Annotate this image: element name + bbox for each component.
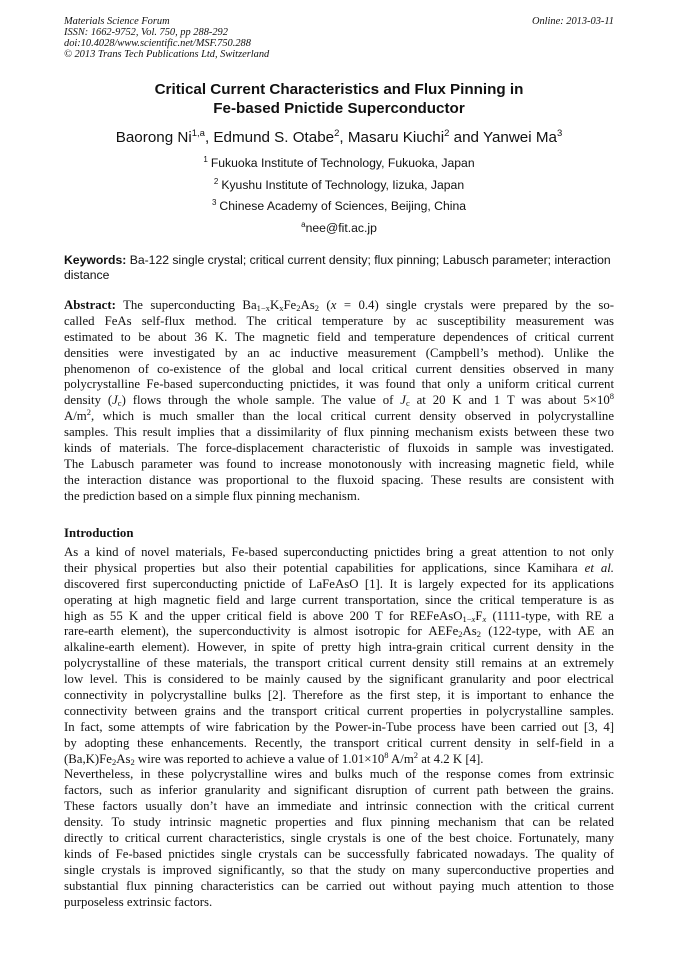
section-heading-introduction: Introduction	[64, 526, 134, 540]
paper-title	[0, 80, 678, 118]
affiliation-3	[0, 199, 678, 213]
author-name: Edmund S. Otabe	[213, 129, 335, 146]
contact-email	[0, 221, 678, 235]
intro-line: their physical properties but also their potential capabilities for applications, since Kamihara et al.	[64, 560, 614, 575]
author-name: Masaru Kiuchi	[347, 129, 445, 146]
intro-line: discovered first superconducting pnictide of LaFeAsO [1]. It is largely expected for its applications	[64, 576, 614, 591]
intro-line: connectivity between grains and the transport critical current properties in polycrystalline samples.	[64, 703, 614, 718]
affiliation-number: 3	[211, 198, 217, 207]
abstract-label: Abstract:	[64, 298, 116, 312]
intro-line: operating at high magnetic field and large current transportation, since the critical temperature is as	[64, 592, 614, 607]
author-affiliation-mark: 1,a	[191, 128, 205, 139]
intro-line: In fact, some attempts of wire fabrication by the Power-in-Tube process have been carried out [3, 4]	[64, 719, 614, 734]
abstract-line: estimated to be about 36 K. The magnetic field and temperature dependences of critical current	[64, 329, 614, 344]
abstract-line: Abstract: The superconducting $Ba_{1-x}K_xFe_2As_2$ (x = 0.4) single crystals were prepared by the so-	[64, 298, 615, 313]
author-list: Baorong Ni$^{1,a}$, Edmund S. Otabe$^2$, Masaru Kiuchi$^2$ and Yanwei Ma$^3$	[115, 128, 563, 146]
journal-header	[64, 16, 269, 60]
affiliation-1	[0, 156, 678, 170]
title-line-2: Fe-based Pnictide Superconductor	[213, 100, 465, 117]
abstract-line: phenomenon of co-existence of the global and local critical current densities observed in many	[64, 361, 614, 376]
affiliation-text: Kyushu Institute of Technology, Iizuka, Japan	[221, 178, 465, 192]
author-affiliation-mark: 2	[444, 128, 450, 139]
intro-line: substantial flux pinning characteristics can be carried out without paying much attention to those	[64, 878, 614, 893]
journal-copyright: © 2013 Trans Tech Publications Ltd, Switzerland	[64, 49, 270, 60]
introduction-body	[64, 545, 614, 910]
abstract-line: The Labusch parameter was found to increase monotonously with increasing magnetic field, while	[64, 456, 614, 471]
intro-line: polycrystalline of these materials, the transport critical current density still remains at an extremely	[64, 656, 614, 671]
email-address: nee@fit.ac.jp	[305, 221, 377, 235]
keywords-label: Keywords:	[64, 253, 127, 267]
intro-line: by adopting these enhancements. Recently, the transport critical current density in self-field in a	[64, 735, 614, 750]
intro-line: connectivity in polycrystalline bulks [2]. Therefore as the first step, it is important to enhance the	[64, 688, 614, 703]
intro-line: purposeless extrinsic factors.	[64, 894, 213, 909]
intro-line: single crystals is improved significantly, so that the study on many superconductive properties and	[64, 862, 614, 877]
abstract-line: the prediction based on a simple flux pinning mechanism.	[64, 488, 361, 503]
affiliation-number: 2	[213, 177, 219, 186]
abstract-line: $A/m^2$, which is much smaller than the local critical current density observed in polycrystalline	[64, 407, 614, 424]
intro-line: factors, such as inferior granularity and significant disruption of current path between the grains.	[64, 783, 614, 798]
abstract-line: polycrystalline Fe-based superconducting pnictides, it was found that only a uniform critical current	[64, 377, 614, 392]
abstract	[64, 298, 614, 505]
intro-line: $(Ba,K)Fe_2As_2$ wire was reported to achieve a value of $1.01\times 10^8$ $A/m^2$ at 4.2 K [4].	[64, 749, 484, 767]
intro-line: These factors usually don’t have an immediate and intrinsic connection with the critical current	[64, 799, 614, 814]
abstract-line: density $(J_c)$ flows through the whole sample. The value of $J_c$ at 20 K and 1 T was about $5\times 10^8$	[64, 391, 615, 409]
journal-issn: ISSN: 1662-9752, Vol. 750, pp 288-292	[64, 27, 228, 38]
affiliation-text: Chinese Academy of Sciences, Beijing, China	[219, 199, 467, 213]
affiliation-text: Fukuoka Institute of Technology, Fukuoka, Japan	[210, 156, 475, 170]
abstract-line: called FeAs self-flux method. The critical temperature by ac susceptibility measurement was	[64, 313, 614, 328]
keywords	[64, 253, 614, 283]
abstract-line: samples. This result implies that a dissimilarity of flux pinning mechanism exists between these two	[64, 425, 614, 440]
email-mark: a	[301, 220, 306, 229]
intro-line: kinds of Fe-based pnictides single crystals can be successfully fabricated nowadays. The quality of	[64, 846, 614, 861]
keywords-text: Ba-122 single crystal; critical current density; flux pinning; Labusch parameter; interaction distance	[64, 253, 611, 282]
author-affiliation-mark: 3	[556, 128, 563, 139]
abstract-line: kinds of materials. The force-displacement characteristic of fluxoids in sample was investigated.	[64, 441, 614, 456]
intro-line: alkaline-earth element). However, in spite of pretty high intra-grain critical current density in the	[64, 640, 614, 655]
intro-line: density. To study intrinsic magnetic properties and flux pinning mechanism that can be related	[64, 815, 614, 830]
title-line-1: Critical Current Characteristics and Flux Pinning in	[154, 81, 524, 98]
intro-line: high as 55 K and the upper critical field is above 200 T for $REFeAsO_{1-x}F_x$ (1111-type, with RE a	[64, 608, 614, 624]
journal-name: Materials Science Forum	[64, 16, 170, 27]
journal-doi: doi:10.4028/www.scientific.net/MSF.750.288	[64, 38, 251, 49]
online-date: Online: 2013-03-11	[531, 16, 614, 27]
author-name: Yanwei Ma	[482, 129, 557, 146]
affiliation-number: 1	[203, 155, 208, 164]
intro-line: As a kind of novel materials, Fe-based superconducting pnictides bring a great attention to not only	[64, 545, 614, 559]
intro-line: Nevertheless, in these polycrystalline wires and bulks much of the response comes from extrinsic	[64, 767, 614, 782]
intro-line: rare-earth element), the superconductivity is almost isotropic for $AEFe_2As_2$ (122-type, with AE an	[64, 624, 614, 640]
intro-line: low level. This is considered to be mainly caused by the significant granularity and poor electrical	[64, 672, 614, 687]
intro-line: directly to critical current characteristics, single crystals is one of the best choice. Fortunately, many	[64, 831, 614, 846]
author-conjunction: and	[453, 129, 479, 146]
author-name: Baorong Ni	[115, 129, 192, 146]
affiliation-2	[0, 178, 678, 192]
abstract-line: densities were investigated by an ac inductive measurement (Campbell’s method). Unlike the	[64, 345, 614, 360]
author-affiliation-mark: 2	[334, 128, 340, 139]
abstract-line: the interaction distance was proportional to the fluxoid spacing. These results are consistent with	[64, 472, 614, 487]
